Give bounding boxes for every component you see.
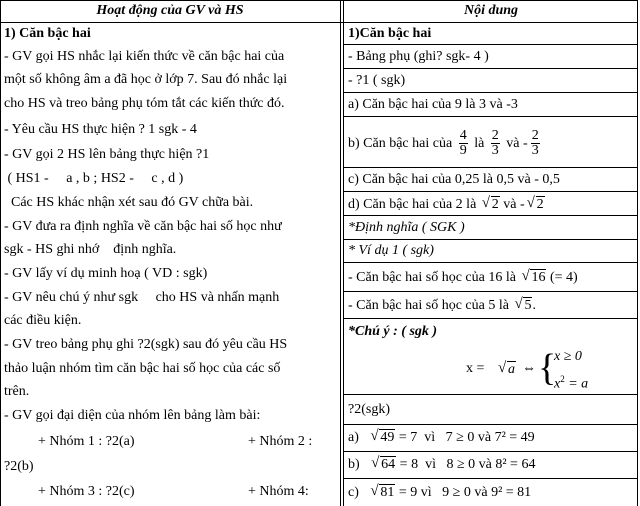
left-line: ( HS1 - a , b ; HS2 - c , d ) [4, 171, 184, 186]
row-divider [344, 215, 638, 216]
row-divider [344, 167, 638, 168]
radicand: 81 [380, 485, 395, 500]
row-divider [344, 239, 638, 240]
radicand: 64 [381, 457, 396, 472]
row-divider [344, 291, 638, 292]
result-b-text: = 8 vì 8 ≥ 0 và 8² = 64 [399, 457, 536, 472]
example-16 [348, 269, 578, 286]
result-a [348, 429, 535, 446]
row-divider [344, 262, 638, 263]
radicand: 2 [536, 197, 544, 212]
example-line: * Ví dụ 1 ( sgk) [348, 243, 434, 258]
result-c-text: = 9 vì 9 ≥ 0 và 9² = 81 [398, 485, 532, 500]
right-section-title: 1)Căn bậc hai [348, 26, 432, 41]
left-line: các điều kiện. [4, 313, 82, 328]
fraction-num: 2 [531, 128, 539, 144]
result-b [348, 456, 535, 473]
left-line: cho HS và treo bảng phụ tóm tắt các kiến thức đó. [4, 96, 285, 111]
definition-line: *Định nghĩa ( SGK ) [348, 220, 465, 235]
example-5-text: - Căn bậc hai số học của 5 là [348, 298, 509, 313]
left-line: - GV treo bảng phụ ghi ?2(sgk) sau đó yêu cầu HS [4, 337, 288, 352]
example-16-text: - Căn bậc hai số học của 16 là [348, 270, 516, 285]
answer-b-la: là [474, 136, 485, 151]
header-left: Hoạt động của GV và HS [96, 3, 244, 18]
example-5-dot: . [532, 298, 536, 313]
sqrt-2 [482, 196, 500, 213]
group-3: + Nhóm 3 : ?2(c) [38, 484, 135, 499]
sqrt-64 [371, 456, 396, 473]
left-line: thảo luận nhóm tìm căn bậc hai số học của các số [4, 361, 281, 376]
row-divider [344, 68, 638, 69]
fraction-4-9 [459, 129, 468, 158]
answer-d-va: và - [503, 197, 525, 212]
group-1: + Nhóm 1 : ?2(a) [38, 434, 135, 449]
row-divider [344, 191, 638, 192]
example-16-result: (= 4) [549, 270, 578, 285]
fraction-num: 2 [491, 128, 499, 144]
left-line: Các HS khác nhận xét sau đó GV chữa bài. [4, 195, 254, 210]
group-2b: ?2(b) [4, 459, 34, 474]
result-b-label: b) [348, 457, 360, 472]
row-divider [344, 44, 638, 45]
formula-cond-2 [554, 371, 588, 393]
fraction-num: 4 [459, 128, 467, 144]
result-a-label: a) [348, 430, 359, 445]
left-line: một số không âm a đã học ở lớp 7. Sau đó nhắc lại [4, 72, 288, 87]
sqrt-2-neg [527, 196, 545, 213]
answer-d [348, 196, 545, 213]
formula-cond-1: x ≥ 0 [554, 349, 582, 364]
radicand: a [508, 362, 515, 377]
radicand: 16 [531, 270, 546, 285]
note-line: *Chú ý : ( sgk ) [348, 324, 438, 339]
left-line: sgk - HS ghi nhớ định nghĩa. [4, 242, 177, 257]
formula-var: x [554, 376, 561, 392]
sqrt-16 [521, 269, 546, 286]
answer-a: a) Căn bậc hai của 9 là 3 và -3 [348, 97, 518, 112]
left-line: - GV gọi đại diện của nhóm lên bảng làm bài: [4, 408, 261, 423]
formula-exp: 2 [560, 374, 565, 384]
column-divider-inner [343, 0, 344, 506]
fraction-den: 3 [531, 143, 539, 159]
answer-c: c) Căn bậc hai của 0,25 là 0,5 và - 0,5 [348, 172, 560, 187]
answer-b-text: b) Căn bậc hai của [348, 136, 453, 151]
header-right: Nội dung [463, 3, 519, 18]
left-line: - Yêu cầu HS thực hiện ? 1 sgk - 4 [4, 122, 197, 137]
header-divider [0, 22, 638, 23]
formula-x: x = [466, 361, 485, 376]
row-divider [344, 116, 638, 117]
left-line: - GV gọi 2 HS lên bảng thực hiện ?1 [4, 147, 210, 162]
q1-line: - ?1 ( sgk) [348, 73, 406, 88]
row-divider [344, 318, 638, 319]
row-divider [344, 394, 638, 395]
fraction-2-3-neg [531, 129, 540, 158]
q2-line: ?2(sgk) [348, 402, 390, 417]
example-5 [348, 297, 536, 314]
column-divider [340, 0, 341, 506]
group-2: + Nhóm 2 : [248, 434, 313, 449]
left-line: trên. [4, 384, 30, 399]
formula-arrow: ⇔ [522, 361, 536, 376]
row-divider [344, 478, 638, 479]
result-c-label: c) [348, 485, 359, 500]
group-4: + Nhóm 4: [248, 484, 309, 499]
brace: { [538, 347, 557, 389]
fraction-2-3 [491, 129, 500, 158]
fraction-den: 9 [459, 143, 467, 159]
sqrt-a [498, 361, 516, 378]
left-section-title: 1) Căn bậc hai [4, 26, 91, 41]
sqrt-81 [370, 484, 395, 501]
radicand: 49 [380, 430, 395, 445]
radicand: 5 [524, 298, 532, 313]
left-line: - GV gọi HS nhắc lại kiến thức về căn bậc hai của [4, 49, 285, 64]
result-a-text: = 7 vì 7 ≥ 0 và 7² = 49 [398, 430, 535, 445]
answer-b-va: và - [506, 136, 528, 151]
board-line: - Bảng phụ (ghi? sgk- 4 ) [348, 49, 489, 64]
sqrt-5 [514, 297, 532, 314]
row-divider [344, 424, 638, 425]
left-line: - GV nêu chú ý như sgk cho HS và nhấn mạnh [4, 290, 280, 305]
sqrt-49 [370, 429, 395, 446]
answer-d-text: d) Căn bậc hai của 2 là [348, 197, 477, 212]
result-c [348, 484, 531, 501]
fraction-den: 3 [491, 143, 499, 159]
answer-b [348, 124, 543, 164]
formula-rhs: = a [564, 376, 589, 392]
row-divider [344, 451, 638, 452]
row-divider [344, 92, 638, 93]
radicand: 2 [491, 197, 499, 212]
formula [466, 347, 636, 391]
left-line: - GV lấy ví dụ minh hoạ ( VD : sgk) [4, 266, 208, 281]
left-line: - GV đưa ra định nghĩa về căn bậc hai số học như [4, 219, 282, 234]
